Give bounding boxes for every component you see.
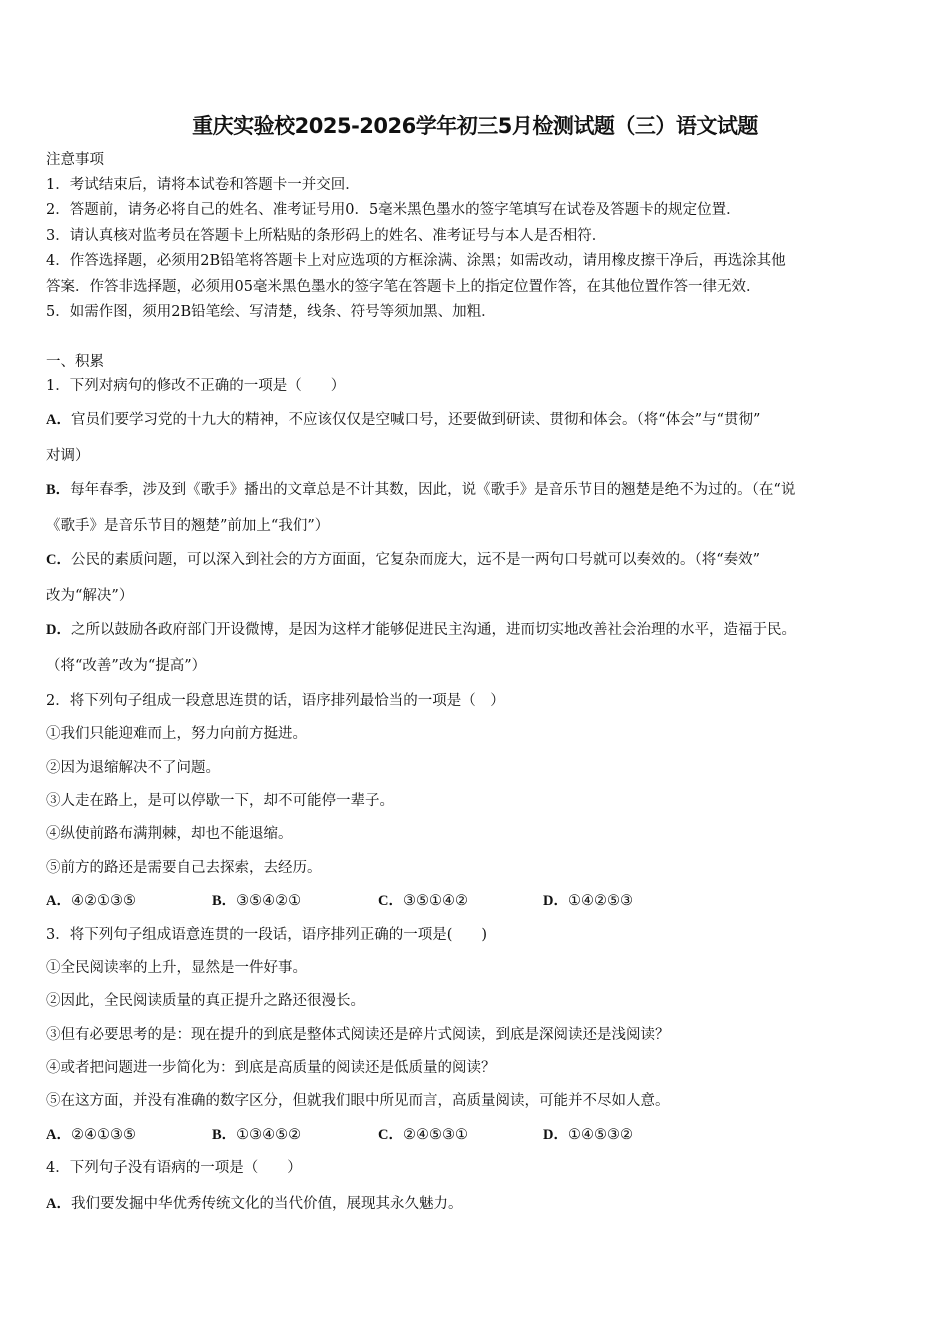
line-text: 《歌手》是音乐节目的翘楚”前加上“我们”） bbox=[46, 518, 330, 534]
line-text: 1．下列对病句的修改不正确的一项是（ ） bbox=[46, 378, 346, 394]
notice-item bbox=[46, 277, 760, 297]
answer-choice bbox=[212, 891, 301, 911]
option-line bbox=[46, 410, 760, 430]
line-text: 2．答题前，请务必将自己的姓名、准考证号用0．5毫米黑色墨水的签字笔填写在试卷及答题卡的规定位置． bbox=[46, 202, 741, 218]
option-line-continued bbox=[46, 586, 133, 606]
choice-text: ①④②⑤③ bbox=[567, 893, 633, 909]
line-text: 公民的素质问题，可以深入到社会的方方面面，它复杂而庞大，远不是一两句口号就可以奏效的。（将“奏效” bbox=[70, 552, 761, 568]
line-text: 答案．作答非选择题，必须用05毫米黑色墨水的签字笔在答题卡上的指定位置作答，在其他位置作答一律无效． bbox=[46, 279, 761, 295]
sentence-item bbox=[46, 958, 307, 978]
option-line-continued bbox=[46, 446, 90, 466]
sentence-item bbox=[46, 1025, 670, 1045]
notice-heading bbox=[46, 150, 104, 170]
choice-text: ①④⑤③② bbox=[567, 1127, 633, 1143]
question-stem bbox=[46, 691, 505, 711]
choice-text: ④②①③⑤ bbox=[70, 893, 136, 909]
question-stem bbox=[46, 1158, 302, 1178]
answer-choice bbox=[378, 891, 468, 911]
line-text: ②因为退缩解决不了问题。 bbox=[46, 760, 220, 776]
line-text: 4．下列句子没有语病的一项是（ ） bbox=[46, 1160, 302, 1176]
line-text: ②因此，全民阅读质量的真正提升之路还很漫长。 bbox=[46, 993, 365, 1009]
sentence-item bbox=[46, 758, 220, 778]
line-text: ④纵使前路布满荆棘，却也不能退缩。 bbox=[46, 826, 293, 842]
choice-text: ②④⑤③① bbox=[402, 1127, 468, 1143]
sentence-item bbox=[46, 1058, 496, 1078]
option-label: A． bbox=[46, 1196, 71, 1212]
option-label: A． bbox=[46, 1127, 71, 1143]
line-text: 5．如需作图，须用2B铅笔绘、写清楚，线条、符号等须加黑、加粗． bbox=[46, 304, 496, 320]
line-text: ⑤前方的路还是需要自己去探索，去经历。 bbox=[46, 860, 322, 876]
option-label: D． bbox=[543, 1127, 568, 1143]
option-label: D． bbox=[46, 622, 71, 638]
line-text: 官员们要学习党的十九大的精神，不应该仅仅是空喊口号，还要做到研读、贯彻和体会。（将“体会”与“贯彻” bbox=[70, 412, 761, 428]
choice-text: ②④①③⑤ bbox=[70, 1127, 136, 1143]
option-label: C． bbox=[378, 893, 403, 909]
line-text: 对调） bbox=[46, 448, 90, 464]
option-label: C． bbox=[378, 1127, 403, 1143]
option-label: B． bbox=[46, 482, 71, 498]
option-line bbox=[46, 550, 760, 570]
answer-choice bbox=[46, 891, 136, 911]
line-text: ①我们只能迎难而上，努力向前方挺进。 bbox=[46, 726, 307, 742]
answer-choice bbox=[543, 891, 633, 911]
notice-item bbox=[46, 302, 496, 322]
sentence-item bbox=[46, 824, 293, 844]
option-label: B． bbox=[212, 893, 237, 909]
option-line bbox=[46, 480, 795, 500]
line-text: 注意事项 bbox=[46, 152, 104, 168]
line-text: （将“改善”改为“提高”） bbox=[46, 658, 207, 674]
notice-item bbox=[46, 200, 741, 220]
line-text: 一、积累 bbox=[46, 354, 104, 370]
notice-item bbox=[46, 251, 786, 271]
line-text: 3．将下列句子组成语意连贯的一段话，语序排列正确的一项是( ) bbox=[46, 927, 488, 943]
sentence-item bbox=[46, 991, 365, 1011]
option-label: D． bbox=[543, 893, 568, 909]
option-label: A． bbox=[46, 893, 71, 909]
sentence-item bbox=[46, 858, 322, 878]
sentence-item bbox=[46, 1091, 670, 1111]
answer-choice bbox=[212, 1125, 301, 1145]
question-stem bbox=[46, 376, 345, 396]
answer-choice bbox=[543, 1125, 633, 1145]
line-text: ⑤在这方面，并没有准确的数字区分，但就我们眼中所见而言，高质量阅读，可能并不尽如人意。 bbox=[46, 1093, 670, 1109]
choice-text: ①③④⑤② bbox=[236, 1127, 302, 1143]
option-line-continued bbox=[46, 516, 329, 536]
line-text: 之所以鼓励各政府部门开设微博，是因为这样才能够促进民主沟通，进而切实地改善社会治理的水平，造福于民。 bbox=[70, 622, 796, 638]
line-text: 改为“解决”） bbox=[46, 588, 134, 604]
section-heading bbox=[46, 352, 104, 372]
notice-item bbox=[46, 226, 606, 246]
answer-choice bbox=[46, 1125, 136, 1145]
choice-text: ③⑤④②① bbox=[236, 893, 302, 909]
line-text: 3．请认真核对监考员在答题卡上所粘贴的条形码上的姓名、准考证号与本人是否相符． bbox=[46, 228, 607, 244]
line-text: 2．将下列句子组成一段意思连贯的话，语序排列最恰当的一项是（ ） bbox=[46, 693, 505, 709]
option-line bbox=[46, 620, 796, 640]
option-label: A． bbox=[46, 412, 71, 428]
option-label: C． bbox=[46, 552, 71, 568]
line-text: ④或者把问题进一步简化为：到底是高质量的阅读还是低质量的阅读？ bbox=[46, 1060, 496, 1076]
line-text: 我们要发掘中华优秀传统文化的当代价值，展现其永久魅力。 bbox=[70, 1196, 463, 1212]
page-title: 重庆实验校2025-2026学年初三5月检测试题（三）语文试题 bbox=[192, 114, 758, 138]
line-text: ①全民阅读率的上升，显然是一件好事。 bbox=[46, 960, 307, 976]
line-text: ③人走在路上，是可以停歇一下，却不可能停一辈子。 bbox=[46, 793, 394, 809]
line-text: 1．考试结束后，请将本试卷和答题卡一并交回． bbox=[46, 177, 360, 193]
line-text: ③但有必要思考的是：现在提升的到底是整体式阅读还是碎片式阅读，到底是深阅读还是浅阅读？ bbox=[46, 1027, 670, 1043]
question-stem bbox=[46, 925, 487, 945]
sentence-item bbox=[46, 724, 307, 744]
answer-choice bbox=[378, 1125, 468, 1145]
option-line bbox=[46, 1194, 462, 1214]
sentence-item bbox=[46, 791, 394, 811]
option-line-continued bbox=[46, 656, 206, 676]
choice-text: ③⑤①④② bbox=[402, 893, 468, 909]
line-text: 每年春季，涉及到《歌手》播出的文章总是不计其数，因此，说《歌手》是音乐节目的翘楚是绝不为过的。（在“说 bbox=[70, 482, 796, 498]
line-text: 4．作答选择题，必须用2B铅笔将答题卡上对应选项的方框涂满、涂黑；如需改动，请用橡皮擦干净后，再选涂其他 bbox=[46, 253, 786, 269]
notice-item bbox=[46, 175, 360, 195]
option-label: B． bbox=[212, 1127, 237, 1143]
